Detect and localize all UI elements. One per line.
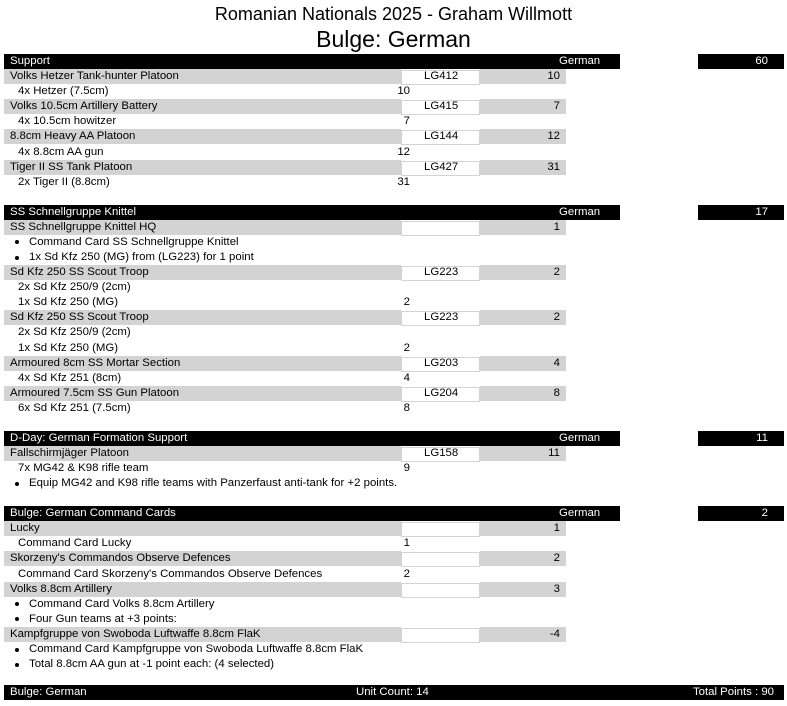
unit-name-cell — [4, 521, 401, 536]
unit-code: LG427 — [424, 160, 459, 173]
detail-points: 9 — [403, 462, 410, 475]
unit-name: Volks Hetzer Tank-hunter Platoon — [10, 70, 179, 83]
section-title: Support — [10, 55, 50, 67]
section-points: 11 — [756, 431, 768, 444]
detail-text: 4x 10.5cm howitzer — [18, 115, 117, 128]
unit-points: 1 — [553, 220, 560, 233]
unit-row — [4, 265, 784, 280]
unit-detail-line — [4, 295, 784, 310]
unit-detail-line — [4, 175, 784, 190]
unit-code-box — [401, 583, 480, 598]
unit-name: Lucky — [10, 522, 40, 535]
footer-bar — [4, 685, 784, 700]
detail-text: 2x Tiger II (8.8cm) — [18, 175, 110, 188]
unit-points: 4 — [553, 356, 560, 369]
bullet-text: Command Card Volks 8.8cm Artillery — [29, 597, 215, 610]
section-blank-cell — [620, 205, 698, 220]
detail-points: 2 — [403, 341, 410, 354]
unit-name: Skorzeny's Commandos Observe Defences — [10, 552, 231, 565]
unit-row — [4, 69, 784, 84]
detail-points: 2 — [403, 296, 410, 309]
bullet-text: Equip MG42 and K98 rifle teams with Panzerfaust anti-tank for +2 points. — [29, 477, 398, 490]
section-blank-cell — [620, 54, 698, 69]
unit-points: 31 — [547, 160, 560, 173]
unit-name: Sd Kfz 250 SS Scout Troop — [10, 266, 149, 279]
detail-text: 6x Sd Kfz 251 (7.5cm) — [18, 401, 131, 414]
unit-code: LG204 — [424, 386, 459, 399]
bullet-icon — [15, 240, 19, 244]
unit-points: 8 — [553, 386, 560, 399]
section-header — [4, 54, 784, 69]
unit-row — [4, 551, 784, 566]
bullet-line — [4, 476, 784, 491]
unit-detail-line — [4, 145, 784, 160]
unit-detail-line — [4, 280, 784, 295]
unit-detail-line — [4, 536, 784, 551]
unit-row — [4, 220, 784, 235]
unit-name: Fallschirmjäger Platoon — [10, 447, 130, 460]
unit-detail-line — [4, 84, 784, 99]
section-blank-cell — [620, 506, 698, 521]
bullet-line — [4, 657, 784, 672]
bullet-icon — [15, 648, 19, 652]
unit-code: LG223 — [424, 266, 459, 279]
unit-code: LG203 — [424, 356, 459, 369]
section-title: SS Schnellgruppe Knittel — [10, 205, 137, 218]
section-blank-cell — [620, 431, 698, 446]
section-header — [4, 431, 784, 446]
unit-code-box — [401, 221, 480, 236]
unit-row — [4, 627, 784, 642]
unit-row — [4, 446, 784, 461]
unit-detail-line — [4, 114, 784, 129]
detail-text: 2x Sd Kfz 250/9 (2cm) — [18, 281, 131, 294]
unit-detail-line — [4, 371, 784, 386]
section-title: Bulge: German Command Cards — [10, 507, 176, 520]
bullet-icon — [15, 617, 19, 621]
detail-points: 1 — [403, 537, 410, 550]
bullet-line — [4, 235, 784, 250]
unit-row — [4, 386, 784, 401]
detail-text: 4x 8.8cm AA gun — [18, 145, 104, 158]
unit-row — [4, 310, 784, 325]
section-points: 60 — [755, 55, 768, 67]
unit-points: 12 — [547, 130, 560, 143]
section-header — [4, 205, 784, 220]
unit-row — [4, 99, 784, 114]
unit-code-box — [401, 552, 480, 567]
detail-text: 4x Sd Kfz 251 (8cm) — [18, 371, 122, 384]
bullet-line — [4, 612, 784, 627]
unit-points: 10 — [547, 70, 560, 83]
section-nation: German — [559, 205, 601, 218]
section-title: D-Day: German Formation Support — [10, 431, 188, 444]
unit-points: 7 — [553, 100, 560, 113]
detail-text: 7x MG42 & K98 rifle team — [18, 462, 149, 475]
bullet-icon — [15, 602, 19, 606]
bullet-line — [4, 250, 784, 265]
army-title: Bulge: German — [316, 26, 471, 52]
unit-code-box — [401, 628, 480, 643]
bullet-text: 1x Sd Kfz 250 (MG) from (LG223) for 1 point — [29, 251, 254, 264]
section-spacer — [4, 491, 784, 506]
bullet-icon — [15, 256, 19, 260]
unit-points: 3 — [553, 582, 560, 595]
army-list — [4, 54, 784, 672]
unit-name: Kampfgruppe von Swoboda Luftwaffe 8.8cm FlaK — [10, 627, 261, 640]
unit-code: LG144 — [424, 130, 459, 143]
footer-army: Bulge: German — [10, 686, 87, 698]
unit-detail-line — [4, 461, 784, 476]
unit-code: LG223 — [424, 311, 459, 324]
unit-name: Armoured 8cm SS Mortar Section — [10, 356, 181, 369]
bullet-line — [4, 597, 784, 612]
bullet-line — [4, 642, 784, 657]
detail-text: Command Card Lucky — [18, 537, 132, 550]
detail-points: 10 — [397, 85, 410, 98]
bullet-text: Four Gun teams at +3 points: — [29, 612, 177, 625]
bullet-icon — [15, 482, 19, 486]
detail-text: 1x Sd Kfz 250 (MG) — [18, 341, 119, 354]
unit-name: Tiger II SS Tank Platoon — [10, 160, 133, 173]
unit-row — [4, 356, 784, 371]
unit-points: 11 — [548, 447, 560, 460]
unit-row — [4, 129, 784, 144]
section-points: 17 — [755, 205, 768, 218]
section-spacer — [4, 416, 784, 431]
unit-code: LG412 — [424, 70, 459, 83]
unit-name: Volks 8.8cm Artillery — [10, 582, 112, 595]
unit-name: Volks 10.5cm Artillery Battery — [10, 100, 158, 113]
unit-detail-line — [4, 341, 784, 356]
unit-points: 2 — [553, 552, 560, 565]
section-nation: German — [559, 55, 601, 67]
unit-points: 1 — [553, 522, 560, 535]
detail-points: 4 — [403, 371, 410, 384]
bullet-text: Command Card Kampfgruppe von Swoboda Luftwaffe 8.8cm FlaK — [29, 643, 364, 656]
unit-name: Sd Kfz 250 SS Scout Troop — [10, 311, 149, 324]
unit-row — [4, 582, 784, 597]
unit-code-box — [401, 522, 480, 537]
detail-points: 2 — [403, 567, 410, 580]
footer-total-points: Total Points : 90 — [692, 686, 774, 698]
unit-detail-line — [4, 325, 784, 340]
detail-points: 7 — [403, 115, 410, 128]
section-nation: German — [559, 507, 601, 520]
unit-name: SS Schnellgruppe Knittel HQ — [10, 220, 157, 233]
section-spacer — [4, 190, 784, 205]
unit-row — [4, 521, 784, 536]
unit-points: 2 — [553, 311, 560, 324]
unit-row — [4, 160, 784, 175]
unit-detail-line — [4, 567, 784, 582]
detail-points: 8 — [403, 401, 410, 414]
bullet-icon — [15, 663, 19, 667]
unit-code: LG158 — [424, 447, 459, 460]
bullet-text: Command Card SS Schnellgruppe Knittel — [29, 235, 239, 248]
unit-code: LG415 — [424, 100, 459, 113]
unit-detail-line — [4, 401, 784, 416]
footer-unit-count: Unit Count: 14 — [356, 686, 429, 698]
detail-points: 12 — [397, 145, 410, 158]
unit-name: 8.8cm Heavy AA Platoon — [10, 130, 136, 143]
unit-points: 2 — [553, 266, 560, 279]
detail-text: 2x Sd Kfz 250/9 (2cm) — [18, 326, 131, 339]
detail-points: 31 — [397, 175, 410, 188]
event-title: Romanian Nationals 2025 - Graham Willmott — [214, 4, 573, 24]
section-nation: German — [559, 431, 601, 444]
section-header — [4, 506, 784, 521]
detail-text: 1x Sd Kfz 250 (MG) — [18, 296, 119, 309]
section-points: 2 — [761, 507, 768, 520]
bullet-text: Total 8.8cm AA gun at -1 point each: (4 selected) — [29, 658, 275, 671]
detail-text: 4x Hetzer (7.5cm) — [18, 85, 109, 98]
detail-text: Command Card Skorzeny's Commandos Observe Defences — [18, 567, 323, 580]
unit-name: Armoured 7.5cm SS Gun Platoon — [10, 386, 180, 399]
unit-points: -4 — [549, 627, 560, 640]
